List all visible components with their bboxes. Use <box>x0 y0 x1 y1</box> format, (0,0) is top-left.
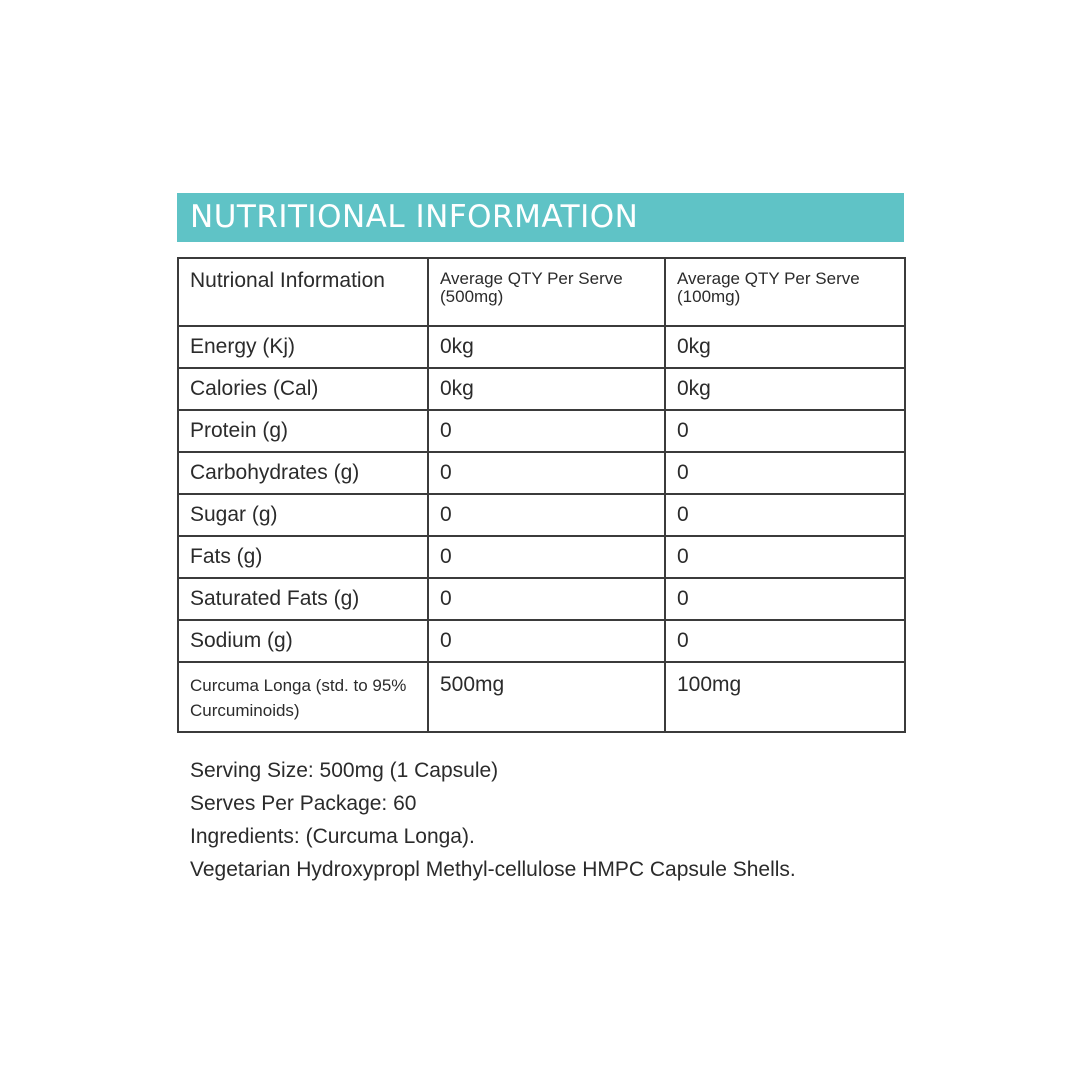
table-row <box>178 326 905 368</box>
header-label: Nutrional Information <box>190 269 385 292</box>
qty-100mg: 0 <box>665 578 905 620</box>
table-row <box>178 494 905 536</box>
table-row <box>178 620 905 662</box>
ingredients: Ingredients: (Curcuma Longa). <box>190 825 475 848</box>
nutrient-name: Saturated Fats (g) <box>178 578 428 620</box>
qty-500mg: 0 <box>428 536 665 578</box>
qty-100mg: 0kg <box>665 368 905 410</box>
nutrient-name-text: Curcuma Longa (std. to 95% Curcuminoids) <box>190 676 407 720</box>
nutrient-name: Sodium (g) <box>178 620 428 662</box>
qty-100mg: 0 <box>665 494 905 536</box>
qty-100mg: 0 <box>665 536 905 578</box>
qty-500mg: 0 <box>428 494 665 536</box>
qty-100mg: 0 <box>665 620 905 662</box>
table-row <box>178 368 905 410</box>
qty-100mg: 0kg <box>665 326 905 368</box>
table-row <box>178 536 905 578</box>
header-label: Average QTY Per Serve (100mg) <box>677 269 860 306</box>
qty-500mg: 0 <box>428 410 665 452</box>
header-label: Average QTY Per Serve (500mg) <box>440 269 623 306</box>
nutrition-table <box>177 257 906 733</box>
page-title: NUTRITIONAL INFORMATION <box>190 199 639 235</box>
nutrient-name: Calories (Cal) <box>178 368 428 410</box>
qty-100mg: 0 <box>665 452 905 494</box>
qty-500mg: 500mg <box>428 662 665 732</box>
header-cell <box>665 258 905 326</box>
nutrient-name: Fats (g) <box>178 536 428 578</box>
table-row <box>178 410 905 452</box>
table-row <box>178 452 905 494</box>
title-banner <box>177 193 904 242</box>
serves-per-package: Serves Per Package: 60 <box>190 792 417 815</box>
qty-500mg: 0 <box>428 620 665 662</box>
qty-500mg: 0 <box>428 578 665 620</box>
nutrient-name: Sugar (g) <box>178 494 428 536</box>
table-row <box>178 578 905 620</box>
qty-100mg: 0 <box>665 410 905 452</box>
nutrient-name <box>178 662 428 732</box>
nutrient-name: Protein (g) <box>178 410 428 452</box>
table-header-row <box>178 258 905 326</box>
qty-500mg: 0 <box>428 452 665 494</box>
qty-500mg: 0kg <box>428 326 665 368</box>
header-cell <box>178 258 428 326</box>
qty-100mg: 100mg <box>665 662 905 732</box>
table-row <box>178 662 905 732</box>
nutrient-name: Carbohydrates (g) <box>178 452 428 494</box>
header-cell <box>428 258 665 326</box>
product-details <box>190 754 796 886</box>
serving-size: Serving Size: 500mg (1 Capsule) <box>190 759 499 782</box>
qty-500mg: 0kg <box>428 368 665 410</box>
nutrient-name: Energy (Kj) <box>178 326 428 368</box>
capsule-shells: Vegetarian Hydroxypropl Methyl-cellulose HMPC Capsule Shells. <box>190 858 796 881</box>
